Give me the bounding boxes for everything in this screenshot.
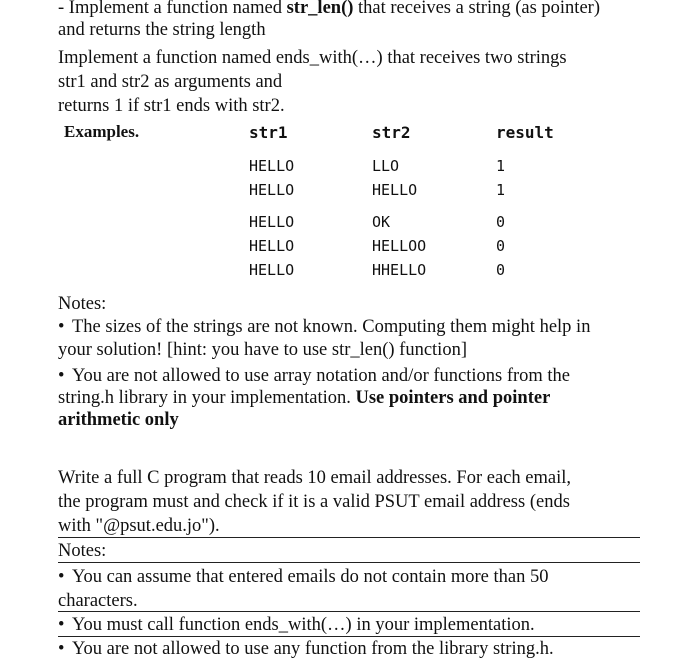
table-cell: HELLO <box>249 157 295 175</box>
notes2-bullet-2: • You must call function ends_with(…) in your implementation. <box>58 615 535 635</box>
table-cell: 1 <box>496 181 506 199</box>
task1-line-3: returns 1 if str1 ends with str2. <box>58 96 285 116</box>
divider <box>58 537 640 538</box>
table-cell: 0 <box>496 261 506 279</box>
examples-label: Examples. <box>64 122 140 141</box>
table-cell: OK <box>372 213 391 231</box>
bullet-icon: • <box>58 317 65 337</box>
intro-line-1: - Implement a function named str_len() that receives a string (as pointer) <box>58 0 600 18</box>
table-cell: HHELLO <box>372 261 427 279</box>
notes1-bullet-2-line-3: arithmetic only <box>58 410 179 430</box>
task1-line-2: str1 and str2 as arguments and <box>58 72 283 92</box>
table-cell: HELLO <box>249 261 295 279</box>
header-result: result <box>496 123 554 142</box>
task2-line-2: the program must and check if it is a valid PSUT email address (ends <box>58 492 570 512</box>
bullet-icon: • <box>58 567 65 587</box>
table-cell: 1 <box>496 157 506 175</box>
notes1-bullet-2-line-1: • You are not allowed to use array notation and/or functions from the <box>58 366 571 386</box>
bullet-icon: • <box>58 615 65 635</box>
table-cell: 0 <box>496 213 506 231</box>
notes1-bullet-1-line-1: • The sizes of the strings are not known. Computing them might help in <box>58 317 591 337</box>
header-str2: str2 <box>372 123 411 142</box>
table-cell: HELLO <box>249 213 295 231</box>
table-cell: HELLO <box>372 181 418 199</box>
notes2-bullet-1-line-2: characters. <box>58 591 138 611</box>
table-cell: LLO <box>372 157 400 175</box>
notes2-bullet-3: • You are not allowed to use any function from the library string.h. <box>58 639 554 659</box>
task2-line-1: Write a full C program that reads 10 email addresses. For each email, <box>58 468 571 488</box>
table-cell: HELLO <box>249 181 295 199</box>
notes2-title: Notes: <box>58 541 107 561</box>
divider <box>58 611 640 612</box>
divider <box>58 636 640 637</box>
header-str1: str1 <box>249 123 288 142</box>
notes2-bullet-1-line-1: • You can assume that entered emails do not contain more than 50 <box>58 567 549 587</box>
intro-line-2: and returns the string length <box>58 20 266 40</box>
bullet-icon: • <box>58 366 65 386</box>
table-cell: HELLO <box>249 237 295 255</box>
divider <box>58 562 640 563</box>
notes1-title: Notes: <box>58 294 107 314</box>
table-cell: HELLOO <box>372 237 427 255</box>
task1-line-1: Implement a function named ends_with(…) that receives two strings <box>58 48 567 68</box>
table-cell: 0 <box>496 237 506 255</box>
str-len-function-name: str_len() <box>286 0 354 18</box>
notes1-bullet-1-line-2: your solution! [hint: you have to use str_len() function] <box>58 340 467 360</box>
task2-line-3: with "@psut.edu.jo"). <box>58 516 220 536</box>
notes1-bullet-2-line-2: string.h library in your implementation. Use pointers and pointer <box>58 388 551 408</box>
bullet-icon: • <box>58 639 65 659</box>
